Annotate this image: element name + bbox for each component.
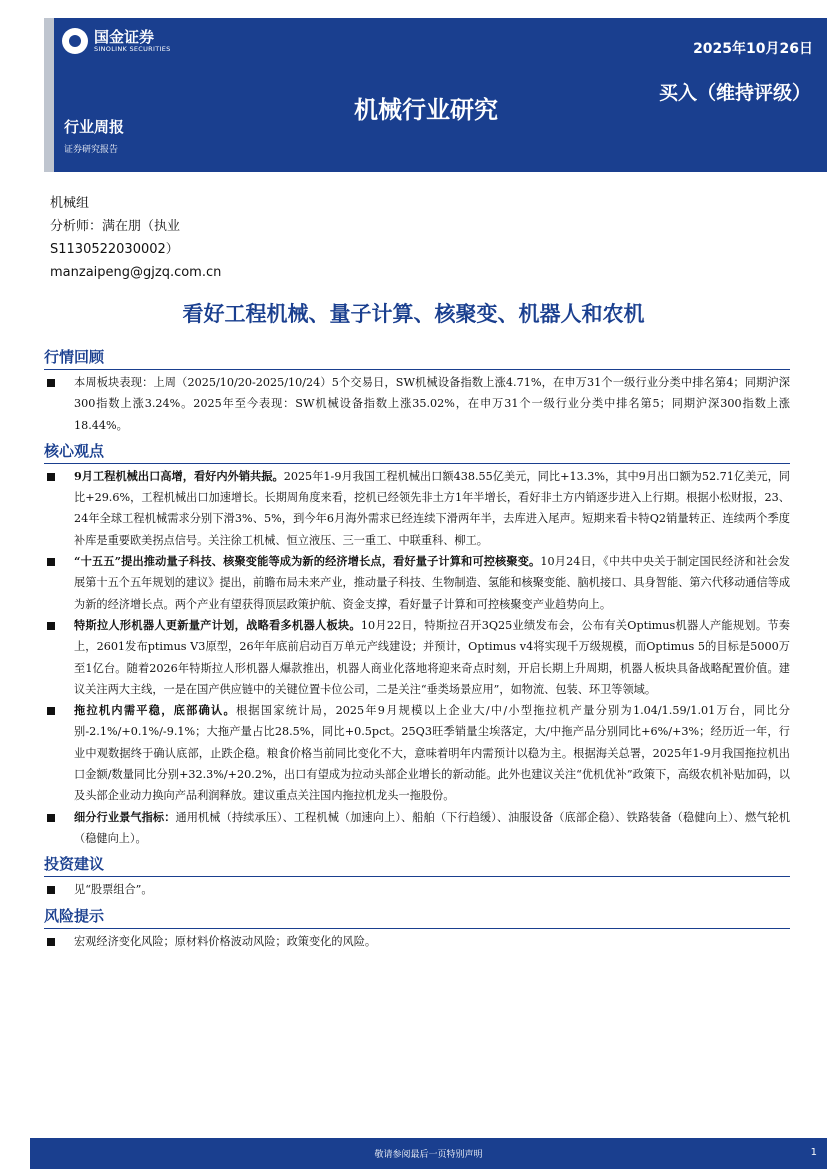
core-point-3-text: 10月22日，特斯拉召开3Q25业绩发布会，公布有关Optimus机器人产能规划。节奏上，2601发布ptimus V3原型，26年年底前启动百万单元产线建设；并预计，Optimus v4将实现千万级规模，而Optimus 5的目标是5000万至1亿台。随着2026年特斯拉人形机器人爆款推出，机器人商业化落地将迎来奇点时刻，开启长期上升周期，机器人板块具备战略配置价值。建议关注两大主线，一是在国产供应链中的关键位置卡位公司，二是关注“垂类场景应用”，如物流、包装、环卫等领域。 xyxy=(74,618,790,696)
core-point-2-lead: “十五五”提出推动量子科技、核聚变能等成为新的经济增长点，看好量子计算和可控核聚变。 xyxy=(74,554,541,569)
company-logo xyxy=(62,28,171,54)
core-point-5 xyxy=(44,807,790,850)
bullet-square-icon xyxy=(47,622,55,630)
core-point-4 xyxy=(44,700,790,806)
bullet-square-icon xyxy=(47,886,55,894)
section-title-core: 核心观点 xyxy=(44,440,790,464)
logo-text-cn: 国金证券 xyxy=(94,28,155,46)
header-gray-strip xyxy=(44,18,54,172)
section-title-review: 行情回顾 xyxy=(44,346,790,370)
invest-text: 见“股票组合”。 xyxy=(74,883,153,897)
report-date: 2025年10月26日 xyxy=(693,41,813,57)
page-number: 1 xyxy=(810,1147,817,1158)
risk-paragraph xyxy=(44,931,790,952)
review-text: 本周板块表现：上周（2025/10/20-2025/10/24）5个交易日，SW机械设备指数上涨4.71%，在申万31个一级行业分类中排名第4；同期沪深300指数上涨3.24%。2025年至今表现：SW机械设备指数上涨35.02%，在申万31个一级行业分类中排名第5；同期沪深300指数上涨18.44%。 xyxy=(74,376,790,432)
core-point-2 xyxy=(44,551,790,615)
core-point-5-text: 通用机械（持续承压）、工程机械（加速向上）、船舶（下行趋缓）、油服设备（底部企稳）、铁路装备（稳健向上）、燃气轮机（稳健向上）。 xyxy=(74,810,790,845)
bullet-square-icon xyxy=(47,558,55,566)
bullet-square-icon xyxy=(47,814,55,822)
core-point-2-text: 10月24日，《中共中央关于制定国民经济和社会发展第十五个五年规划的建议》提出，前瞻布局未来产业，推动量子科技、生物制造、氢能和核聚变能、脑机接口、具身智能、第六代移动通信等成为新的经济增长点。两个产业有望获得顶层政策护航、资金支撑，看好量子计算和可控核聚变产业趋势向上。 xyxy=(74,555,791,611)
analyst-info xyxy=(50,192,221,284)
core-point-1 xyxy=(44,466,790,551)
footer-disclaimer: 敬请参阅最后一页特别声明 xyxy=(374,1150,483,1160)
report-body xyxy=(44,346,790,952)
header-band xyxy=(44,18,827,172)
analyst-name: 分析师：满在朋（执业 xyxy=(50,219,181,234)
core-point-3 xyxy=(44,615,790,700)
section-title-risk: 风险提示 xyxy=(44,905,790,929)
logo-circle-icon xyxy=(62,28,88,54)
invest-paragraph xyxy=(44,879,790,900)
rating: 买入（维持评级） xyxy=(658,82,811,104)
headline: 看好工程机械、量子计算、核聚变、机器人和农机 xyxy=(182,302,645,326)
core-point-5-lead: 细分行业景气指标： xyxy=(74,809,176,824)
report-type: 行业周报 xyxy=(64,118,125,136)
footer-band xyxy=(30,1138,827,1169)
logo-text-en: SINOLINK SECURITIES xyxy=(94,45,171,53)
core-point-4-text: 根据国家统计局，2025年9月规模以上企业大/中/小型拖拉机产量分别为1.04/1.59/1.01万台，同比分别-2.1%/+0.1%/-9.1%；大拖产量占比28.5%，同比+0.5pct。25Q3旺季销量尘埃落定，大/中拖产品分别同比+6%/+3%；经历近一年，行业中观数据终于确认底部，止跌企稳。粮食价格当前同比变化不大，意味着明年内需预计以稳为主。根据海关总署，2025年1-9月我国拖拉机出口金额/数量同比分别+32.3%/+20.2%，出口有望成为拉动头部企业增长的新动能。此外也建议关注“优机优补”政策下，高级农机补贴加码，以及头部企业动力换向产品利润释放。建议重点关注国内拖拉机龙头一拖股份。 xyxy=(74,704,790,803)
bullet-square-icon xyxy=(47,379,55,387)
bullet-square-icon xyxy=(47,938,55,946)
core-point-1-text: 2025年1-9月我国工程机械出口额438.55亿美元，同比+13.3%，其中9月出口额为52.71亿美元，同比+29.6%，工程机械出口加速增长。长期周角度来看，挖机已经领先非土方1年半增长，看好非土方内销逐步进入上行期。根据小松财报，23、24年全球工程机械需求分别下滑3%、5%，到今年6月海外需求已经连续下滑两年半，去库进入尾声。短期来看卡特Q2销量转正、连续两个季度补库是重要欧美拐点信号。关注徐工机械、恒立液压、三一重工、中联重科、柳工。 xyxy=(74,469,790,547)
core-point-4-lead: 拖拉机内需平稳，底部确认。 xyxy=(74,703,236,718)
analyst-email[interactable]: manzaipeng@gjzq.com.cn xyxy=(50,265,222,280)
report-title: 机械行业研究 xyxy=(354,96,498,124)
core-point-3-lead: 特斯拉人形机器人更新量产计划，战略看多机器人板块。 xyxy=(74,617,361,632)
core-point-1-lead: 9月工程机械出口高增，看好内外销共振。 xyxy=(74,468,284,483)
bullet-square-icon xyxy=(47,707,55,715)
bullet-square-icon xyxy=(47,473,55,481)
risk-text: 宏观经济变化风险；原材料价格波动风险；政策变化的风险。 xyxy=(74,934,377,948)
review-paragraph xyxy=(44,372,790,436)
report-subtype: 证券研究报告 xyxy=(64,145,119,155)
analyst-license: S1130522030002） xyxy=(50,242,179,257)
section-title-invest: 投资建议 xyxy=(44,853,790,877)
analyst-group: 机械组 xyxy=(50,196,90,211)
